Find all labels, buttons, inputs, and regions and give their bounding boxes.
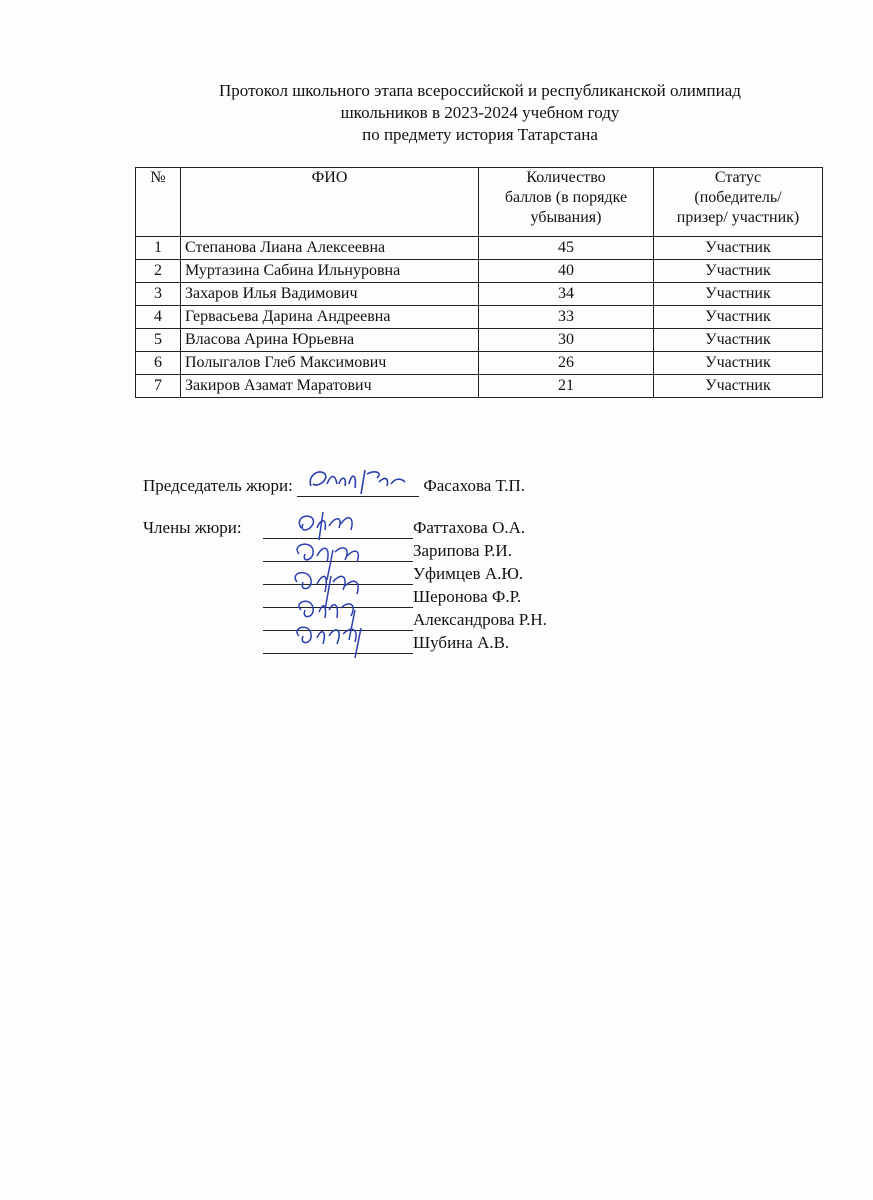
- member-row: [143, 539, 643, 562]
- member-name: Уфимцев А.Ю.: [413, 564, 524, 583]
- member-signature-line: [263, 589, 413, 608]
- row-num: 7: [136, 375, 181, 398]
- member-row: [143, 562, 643, 585]
- header-score-line-1: Количество: [526, 169, 606, 186]
- table-row: [136, 260, 823, 283]
- member-signature-line: [263, 566, 413, 585]
- table-row: [136, 375, 823, 398]
- table-row: [136, 352, 823, 375]
- row-status: Участник: [654, 306, 823, 329]
- chair-row: [143, 474, 525, 497]
- row-num: 2: [136, 260, 181, 283]
- row-status: Участник: [654, 283, 823, 306]
- table-header-row: [136, 168, 823, 237]
- title-line-1: Протокол школьного этапа всероссийской и республиканской олимпиад: [219, 81, 741, 100]
- row-status: Участник: [654, 237, 823, 260]
- member-row: [143, 585, 643, 608]
- row-num: 6: [136, 352, 181, 375]
- document-title: [130, 80, 830, 146]
- header-status-line-3: призер/ участник): [676, 209, 800, 226]
- row-status: Участник: [654, 352, 823, 375]
- row-name: Степанова Лиана Алексеевна: [181, 237, 479, 260]
- row-num: 5: [136, 329, 181, 352]
- row-name: Полыгалов Глеб Максимович: [181, 352, 479, 375]
- chair-name: Фасахова Т.П.: [423, 476, 525, 495]
- row-score: 40: [479, 260, 654, 283]
- member-name: Шеронова Ф.Р.: [413, 587, 522, 606]
- member-row: [143, 516, 643, 539]
- row-name: Власова Арина Юрьевна: [181, 329, 479, 352]
- header-score: [479, 168, 654, 237]
- table-row: [136, 237, 823, 260]
- row-status: Участник: [654, 260, 823, 283]
- header-num: №: [136, 168, 181, 237]
- member-signature-line: [263, 520, 413, 539]
- row-num: 3: [136, 283, 181, 306]
- chair-signature-icon: [305, 464, 415, 498]
- row-num: 1: [136, 237, 181, 260]
- row-score: 33: [479, 306, 654, 329]
- member-row: [143, 631, 643, 654]
- header-status-line-2: (победитель/: [694, 189, 782, 206]
- results-table: [135, 167, 823, 398]
- header-score-line-2: баллов (в порядке: [504, 189, 628, 206]
- row-name: Закиров Азамат Маратович: [181, 375, 479, 398]
- members-list: [143, 516, 643, 654]
- members-label: Члены жюри:: [143, 518, 242, 537]
- member-signature-line: [263, 635, 413, 654]
- row-status: Участник: [654, 375, 823, 398]
- row-score: 45: [479, 237, 654, 260]
- table-row: [136, 306, 823, 329]
- header-score-line-3: убывания): [530, 209, 602, 226]
- title-line-2: школьников в 2023-2024 учебном году: [340, 103, 620, 122]
- row-score: 34: [479, 283, 654, 306]
- member-signature-line: [263, 543, 413, 562]
- row-status: Участник: [654, 329, 823, 352]
- row-score: 21: [479, 375, 654, 398]
- table-row: [136, 329, 823, 352]
- header-name: ФИО: [181, 168, 479, 237]
- row-name: Муртазина Сабина Ильнуровна: [181, 260, 479, 283]
- row-name: Захаров Илья Вадимович: [181, 283, 479, 306]
- row-name: Гервасьева Дарина Андреевна: [181, 306, 479, 329]
- chair-label: Председатель жюри:: [143, 476, 293, 495]
- chair-signature-line: [297, 478, 419, 497]
- row-score: 26: [479, 352, 654, 375]
- member-name: Зарипова Р.И.: [413, 541, 512, 560]
- header-status-line-1: Статус: [714, 169, 762, 186]
- member-signature-line: [263, 612, 413, 631]
- row-score: 30: [479, 329, 654, 352]
- table-row: [136, 283, 823, 306]
- member-name: Фаттахова О.А.: [413, 518, 526, 537]
- header-status: [654, 168, 823, 237]
- row-num: 4: [136, 306, 181, 329]
- title-line-3: по предмету история Татарстана: [362, 125, 598, 144]
- member-name: Шубина А.В.: [413, 633, 510, 652]
- member-row: [143, 608, 643, 631]
- member-name: Александрова Р.Н.: [413, 610, 547, 629]
